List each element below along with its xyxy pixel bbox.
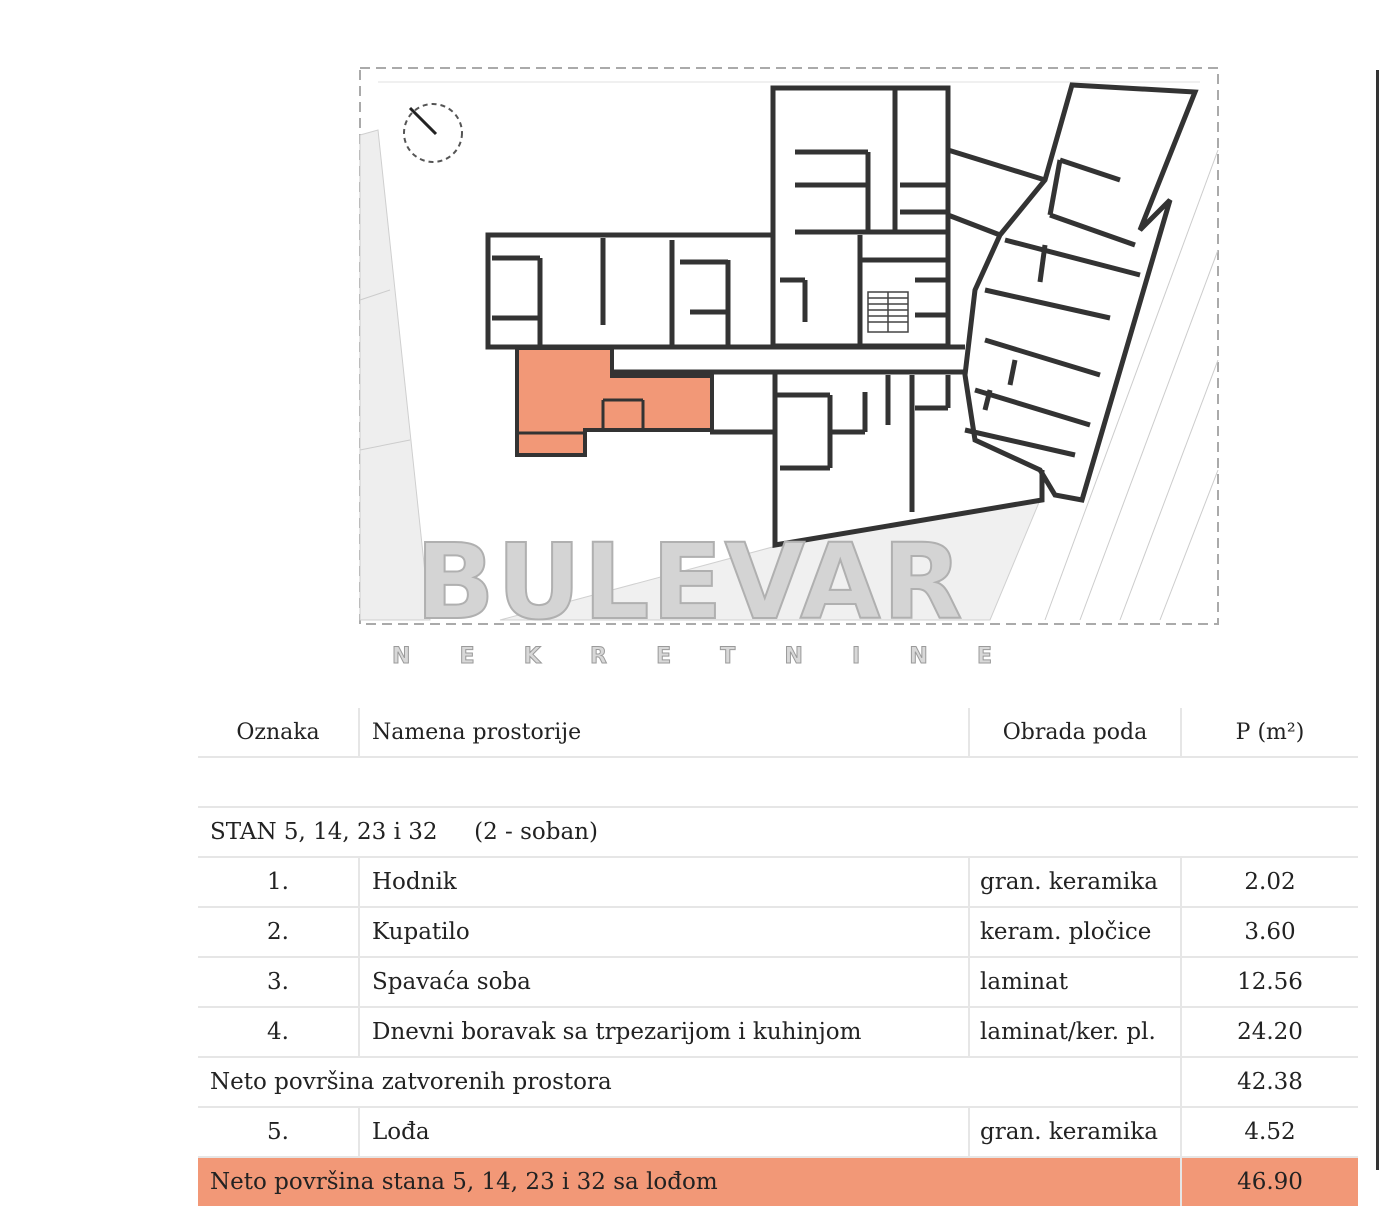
room-name: Hodnik (359, 857, 969, 907)
header-oznaka: Oznaka (198, 708, 359, 757)
table-row (198, 907, 1358, 957)
watermark-letter: R (589, 644, 607, 669)
table-row (198, 1107, 1358, 1157)
table-header-row (198, 708, 1358, 757)
room-number: 3. (198, 957, 359, 1007)
table-row (198, 957, 1358, 1007)
total-area: 46.90 (1181, 1157, 1358, 1206)
watermark-letter: K (523, 644, 541, 669)
header-namena: Namena prostorije (359, 708, 969, 757)
room-name: Dnevni boravak sa trpezarijom i kuhinjom (359, 1007, 969, 1057)
watermark-brand: BULEVAR (415, 521, 965, 643)
table-row (198, 1007, 1358, 1057)
room-area: 24.20 (1181, 1007, 1358, 1057)
header-obrada: Obrada poda (969, 708, 1181, 757)
header-povrsina: P (m²) (1181, 708, 1358, 757)
watermark-letter: N (909, 644, 928, 669)
subtotal-area: 42.38 (1181, 1057, 1358, 1107)
watermark-letter: T (720, 644, 736, 669)
watermark-tagline (392, 644, 992, 669)
section-title-row (198, 807, 1358, 857)
total-row (198, 1157, 1358, 1206)
rooms-table (198, 708, 1358, 1206)
room-floor: laminat/ker. pl. (969, 1007, 1181, 1057)
table-row (198, 857, 1358, 907)
watermark-letter: N (784, 644, 803, 669)
room-area: 4.52 (1181, 1107, 1358, 1157)
room-name: Lođa (359, 1107, 969, 1157)
room-floor: gran. keramika (969, 857, 1181, 907)
room-floor: keram. pločice (969, 907, 1181, 957)
room-name: Spavaća soba (359, 957, 969, 1007)
watermark-letter: N (392, 644, 411, 669)
room-number: 4. (198, 1007, 359, 1057)
watermark-letter: I (852, 644, 861, 669)
table-spacer (198, 757, 1358, 807)
watermark-letter: E (976, 644, 992, 669)
room-floor: laminat (969, 957, 1181, 1007)
subtotal-row (198, 1057, 1358, 1107)
watermark-letter: E (656, 644, 672, 669)
room-number: 2. (198, 907, 359, 957)
north-arrow-icon (404, 104, 462, 162)
room-name: Kupatilo (359, 907, 969, 957)
room-area: 3.60 (1181, 907, 1358, 957)
total-label: Neto površina stana 5, 14, 23 i 32 sa lođom (198, 1157, 1181, 1206)
watermark-letter: E (459, 644, 475, 669)
subtotal-label: Neto površina zatvorenih prostora (198, 1057, 1181, 1107)
room-area: 12.56 (1181, 957, 1358, 1007)
section-title: STAN 5, 14, 23 i 32 (2 - soban) (198, 807, 1358, 857)
room-area: 2.02 (1181, 857, 1358, 907)
room-number: 1. (198, 857, 359, 907)
room-floor: gran. keramika (969, 1107, 1181, 1157)
room-number: 5. (198, 1107, 359, 1157)
